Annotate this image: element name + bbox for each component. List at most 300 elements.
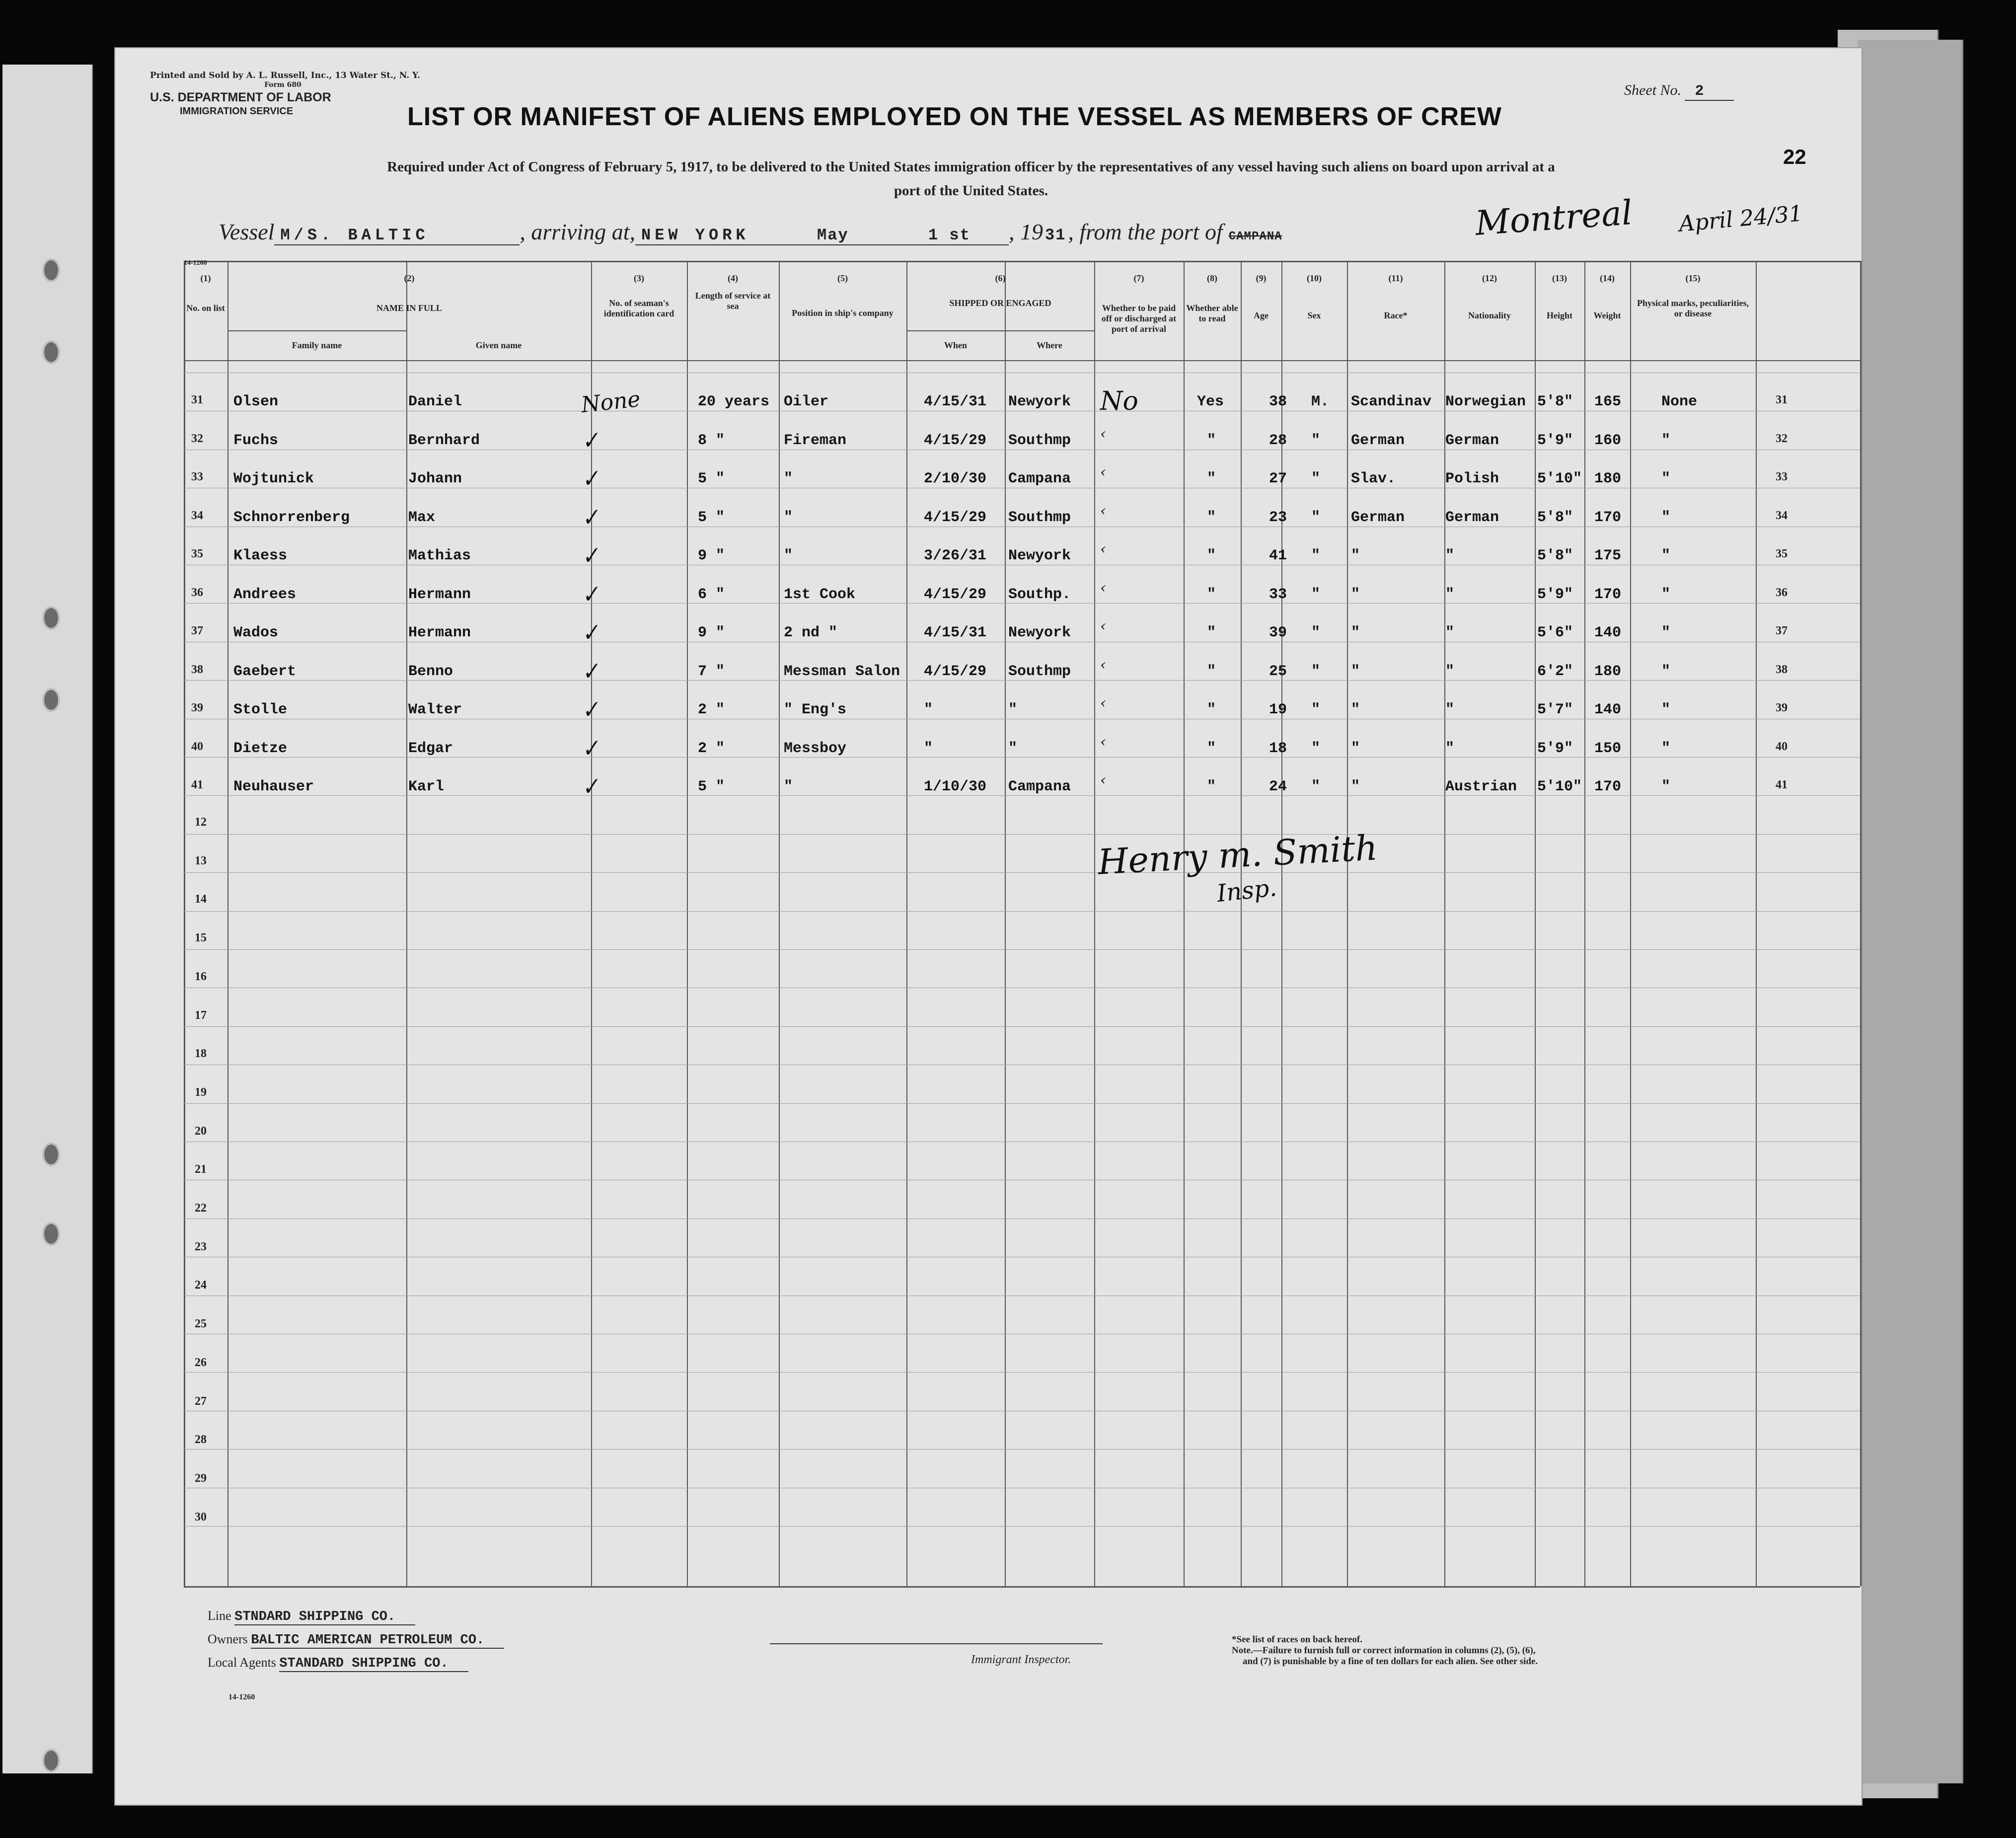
row-number-right: 36 — [1776, 586, 1788, 599]
given-name: Max — [408, 509, 436, 526]
col-height-label: Height — [1547, 310, 1572, 320]
shipped-where: " — [1008, 740, 1018, 757]
footnote-line-1: *See list of races on back hereof. — [1232, 1634, 1362, 1645]
where-subheader: Where — [1037, 340, 1062, 350]
family-name: Gaebert — [233, 663, 297, 680]
agents-value: STANDARD SHIPPING CO. — [279, 1656, 468, 1672]
shipped-where: Southp. — [1008, 586, 1071, 603]
year-label: , 19 — [1008, 219, 1043, 244]
weight: 150 — [1594, 740, 1622, 757]
column-divider — [1184, 261, 1185, 1586]
shipped-when: 4/15/31 — [924, 624, 987, 641]
given-name-subheader: Given name — [475, 340, 522, 350]
card-column-mark: ✓ — [579, 695, 602, 725]
vessel-label: Vessel — [219, 219, 275, 244]
column-divider — [906, 261, 907, 1586]
shipped-when: " — [924, 701, 933, 718]
empty-row-number: 20 — [195, 1124, 207, 1138]
card-column-mark: ✓ — [579, 541, 602, 571]
column-divider — [1281, 261, 1282, 1586]
owners-label: Owners — [208, 1632, 248, 1646]
sheet-number-value: 2 — [1685, 83, 1733, 101]
column-divider — [1005, 261, 1006, 1586]
col-able-read-number: (8) — [1207, 273, 1217, 283]
weight: 170 — [1594, 778, 1622, 795]
column-divider — [1860, 261, 1862, 1586]
row-rule — [184, 949, 1860, 950]
physical-marks: None — [1661, 393, 1698, 410]
weight: 140 — [1594, 624, 1622, 641]
family-name: Wojtunick — [233, 470, 314, 487]
able-to-read: " — [1207, 432, 1216, 449]
column-divider — [1584, 261, 1585, 1586]
manifest-table — [184, 261, 1860, 1586]
race: " — [1351, 547, 1360, 564]
footnote — [1232, 1634, 1679, 1667]
length-of-service: 2 " — [698, 701, 725, 718]
paid-off-mark: ‹ — [1100, 540, 1106, 558]
age: 41 — [1269, 547, 1287, 564]
grid-form-code: 14-1260 — [184, 259, 207, 267]
footer-line — [208, 1608, 415, 1624]
physical-marks: " — [1661, 432, 1671, 449]
able-to-read: " — [1207, 701, 1216, 718]
col-id-card-label: No. of seaman's identification card — [603, 298, 674, 318]
arrival-day: 1 st — [922, 226, 1009, 245]
given-name: Karl — [408, 778, 445, 795]
race: Scandinav — [1351, 393, 1432, 410]
grid-bottom-border — [184, 1586, 1860, 1588]
card-column-mark: ✓ — [579, 464, 602, 494]
card-column-mark: None — [580, 386, 642, 418]
paid-off-mark: No — [1100, 386, 1138, 416]
age: 27 — [1269, 470, 1287, 487]
family-name-subheader: Family name — [292, 340, 342, 350]
column-divider — [1347, 261, 1348, 1586]
col-length-service-number: (4) — [728, 273, 738, 283]
empty-row-number: 17 — [195, 1008, 207, 1022]
col-position-label: Position in ship's company — [792, 308, 894, 318]
sex: " — [1311, 547, 1321, 564]
row-number: 31 — [191, 393, 203, 406]
family-name: Neuhauser — [233, 778, 314, 795]
punch-hole — [42, 258, 60, 282]
height: 6'2" — [1537, 663, 1573, 680]
printer-line-2: Form 680 — [264, 81, 301, 89]
nationality: " — [1445, 586, 1455, 603]
col-nationality-number: (12) — [1482, 273, 1497, 283]
position: " — [784, 778, 793, 795]
row-number-right: 31 — [1776, 393, 1788, 406]
height: 5'9" — [1537, 586, 1573, 603]
col-name-label: NAME IN FULL — [376, 303, 442, 313]
length-of-service: 5 " — [698, 509, 725, 526]
shipped-when: 4/15/29 — [924, 586, 987, 603]
given-name: Hermann — [408, 624, 471, 641]
able-to-read: " — [1207, 740, 1216, 757]
vessel-line — [219, 219, 1364, 245]
age: 23 — [1269, 509, 1287, 526]
column-divider — [1094, 261, 1095, 1586]
page-number: 22 — [1783, 145, 1806, 168]
age: 18 — [1269, 740, 1287, 757]
agents-label: Local Agents — [208, 1655, 276, 1670]
row-number-right: 39 — [1776, 701, 1788, 714]
shipped-where: " — [1008, 701, 1018, 718]
row-rule — [184, 1372, 1860, 1373]
shipped-when: 2/10/30 — [924, 470, 987, 487]
height: 5'8" — [1537, 509, 1573, 526]
given-name: Edgar — [408, 740, 453, 757]
length-of-service: 7 " — [698, 663, 725, 680]
able-to-read: " — [1207, 509, 1216, 526]
department-block — [150, 90, 331, 118]
age: 33 — [1269, 586, 1287, 603]
family-name: Stolle — [233, 701, 288, 718]
family-name: Klaess — [233, 547, 288, 564]
physical-marks: " — [1661, 547, 1671, 564]
card-column-mark: ✓ — [579, 657, 602, 686]
from-port-label: , from the port of — [1068, 219, 1223, 244]
inspector-signature: Henry m. Smith — [1097, 827, 1379, 883]
col-age-label: Age — [1254, 310, 1269, 320]
col-weight-label: Weight — [1593, 310, 1621, 320]
given-name: Daniel — [408, 393, 462, 410]
weight: 140 — [1594, 701, 1622, 718]
sheet-number-label: Sheet No. — [1624, 82, 1681, 98]
shipped-where: Newyork — [1008, 393, 1071, 410]
column-divider — [1535, 261, 1536, 1586]
name-subheader-line — [227, 330, 406, 331]
empty-row-number: 21 — [195, 1163, 207, 1176]
card-column-mark: ✓ — [579, 426, 602, 455]
row-rule — [184, 834, 1860, 835]
physical-marks: " — [1661, 509, 1671, 526]
arrival-port: NEW YORK — [635, 226, 811, 245]
paid-off-mark: ‹ — [1100, 617, 1106, 635]
given-name: Hermann — [408, 586, 471, 603]
able-to-read: " — [1207, 624, 1216, 641]
given-name: Johann — [408, 470, 462, 487]
col-weight-number: (14) — [1600, 273, 1615, 283]
sex: " — [1311, 740, 1321, 757]
col-paid-off-label: Whether to be paid off or discharged at port of arrival — [1101, 303, 1177, 334]
column-divider — [1444, 261, 1445, 1586]
sex: " — [1311, 701, 1321, 718]
row-number-right: 41 — [1776, 778, 1788, 791]
family-name: Dietze — [233, 740, 288, 757]
col-sex-label: Sex — [1307, 310, 1321, 320]
nationality: German — [1445, 509, 1499, 526]
row-rule — [184, 1526, 1860, 1527]
shipped-where: Southmp — [1008, 663, 1071, 680]
race: " — [1351, 740, 1360, 757]
vessel-name: M/S. BALTIC — [274, 226, 520, 245]
nationality: Austrian — [1445, 778, 1517, 795]
paid-off-mark: ‹ — [1100, 771, 1106, 789]
family-name: Fuchs — [233, 432, 279, 449]
empty-row-number: 29 — [195, 1471, 207, 1485]
footnote-line-3: and (7) is punishable by a fine of ten dollars for each alien. See other side. — [1243, 1656, 1538, 1667]
empty-row-number: 27 — [195, 1394, 207, 1408]
length-of-service: 5 " — [698, 470, 725, 487]
sex: " — [1311, 778, 1321, 795]
owners-value: BALTIC AMERICAN PETROLEUM CO. — [251, 1633, 504, 1649]
nationality: Norwegian — [1445, 393, 1526, 410]
age: 19 — [1269, 701, 1287, 718]
height: 5'8" — [1537, 547, 1573, 564]
paid-off-mark: ‹ — [1100, 425, 1106, 443]
shipped-when: " — [924, 740, 933, 757]
arrival-month: May — [811, 226, 922, 245]
empty-row-number: 13 — [195, 854, 207, 867]
grid-top-border — [184, 261, 1860, 262]
background-page-stack — [1858, 40, 1963, 1783]
empty-row-number: 19 — [195, 1085, 207, 1099]
col-nationality-label: Nationality — [1468, 310, 1511, 320]
col-paid-off-number: (7) — [1133, 273, 1144, 283]
nationality: " — [1445, 624, 1455, 641]
race: " — [1351, 663, 1360, 680]
position: Messboy — [784, 740, 847, 757]
row-number-right: 35 — [1776, 547, 1788, 560]
shipped-where: Newyork — [1008, 624, 1071, 641]
empty-row-number: 12 — [195, 816, 207, 829]
punch-hole — [42, 1222, 60, 1246]
sex: " — [1311, 586, 1321, 603]
shipped-where: Southmp — [1008, 509, 1071, 526]
shipped-where: Campana — [1008, 778, 1071, 795]
empty-row-number: 28 — [195, 1433, 207, 1447]
able-to-read: " — [1207, 586, 1216, 603]
row-number: 32 — [191, 432, 203, 445]
sex: " — [1311, 624, 1321, 641]
col-physical-marks-label: Physical marks, peculiarities, or disease — [1637, 298, 1749, 318]
column-divider — [1756, 261, 1757, 1586]
weight: 160 — [1594, 432, 1622, 449]
card-column-mark: ✓ — [579, 734, 602, 763]
binder-strip — [2, 65, 93, 1773]
arriving-label: , arriving at, — [520, 219, 635, 244]
col-age-number: (9) — [1256, 273, 1267, 283]
row-number-right: 38 — [1776, 663, 1788, 676]
inspector-label: Immigrant Inspector. — [971, 1653, 1071, 1666]
subtitle — [228, 155, 1714, 203]
empty-row-number: 26 — [195, 1356, 207, 1369]
length-of-service: 9 " — [698, 547, 725, 564]
col-id-card-number: (3) — [634, 273, 644, 283]
race: " — [1351, 701, 1360, 718]
position: Fireman — [784, 432, 847, 449]
nationality: German — [1445, 432, 1499, 449]
row-number: 41 — [191, 778, 203, 791]
row-number: 35 — [191, 547, 203, 560]
nationality: " — [1445, 663, 1455, 680]
punch-hole — [42, 606, 60, 630]
physical-marks: " — [1661, 663, 1671, 680]
column-divider — [591, 261, 592, 1586]
col-no-on-list-label: No. on list — [186, 303, 225, 313]
col-race-number: (11) — [1388, 273, 1403, 283]
length-of-service: 8 " — [698, 432, 725, 449]
col-height-number: (13) — [1552, 273, 1567, 283]
row-number: 40 — [191, 740, 203, 753]
weight: 170 — [1594, 586, 1622, 603]
empty-row-number: 14 — [195, 893, 207, 906]
able-to-read: " — [1207, 663, 1216, 680]
column-divider — [184, 261, 185, 1586]
from-port-handwritten: Montreal — [1474, 193, 1634, 243]
able-to-read: " — [1207, 470, 1216, 487]
when-subheader: When — [944, 340, 967, 350]
weight: 175 — [1594, 547, 1622, 564]
shipped-where: Campana — [1008, 470, 1071, 487]
paid-off-mark: ‹ — [1100, 502, 1106, 520]
physical-marks: " — [1661, 586, 1671, 603]
weight: 170 — [1594, 509, 1622, 526]
sex: M. — [1311, 393, 1330, 410]
empty-row-number: 25 — [195, 1317, 207, 1331]
position: Oiler — [784, 393, 829, 410]
subtitle-line-2: port of the United States. — [894, 183, 1048, 199]
from-port-struck: CAMPANA — [1228, 230, 1282, 243]
paid-off-mark: ‹ — [1100, 694, 1106, 712]
column-divider — [779, 261, 780, 1586]
family-name: Olsen — [233, 393, 279, 410]
height: 5'10" — [1537, 470, 1582, 487]
given-name: Walter — [408, 701, 462, 718]
footnote-line-2: Note.—Failure to furnish full or correct information in columns (2), (5), (6), — [1232, 1645, 1536, 1656]
weight: 165 — [1594, 393, 1622, 410]
sex: " — [1311, 432, 1321, 449]
col-sex-number: (10) — [1307, 273, 1322, 283]
col-name-number: (2) — [404, 273, 415, 283]
row-rule — [184, 872, 1860, 873]
empty-row-number: 24 — [195, 1279, 207, 1292]
empty-row-number: 15 — [195, 931, 207, 945]
row-number-right: 33 — [1776, 470, 1788, 483]
row-number-right: 40 — [1776, 740, 1788, 753]
age: 25 — [1269, 663, 1287, 680]
race: German — [1351, 509, 1405, 526]
page-title: LIST OR MANIFEST OF ALIENS EMPLOYED ON THE VESSEL AS MEMBERS OF CREW — [407, 102, 1502, 131]
line-label: Line — [208, 1608, 231, 1623]
height: 5'7" — [1537, 701, 1573, 718]
department-name: U.S. DEPARTMENT OF LABOR — [150, 90, 331, 104]
footer-owners — [208, 1632, 504, 1648]
row-number-right: 34 — [1776, 509, 1788, 522]
row-rule — [184, 1103, 1860, 1104]
paid-off-mark: ‹ — [1100, 579, 1106, 597]
race: " — [1351, 778, 1360, 795]
col-physical-marks-number: (15) — [1685, 273, 1701, 283]
row-number: 34 — [191, 509, 203, 522]
footer-agents — [208, 1655, 468, 1671]
length-of-service: 20 years — [698, 393, 770, 410]
empty-row-number: 30 — [195, 1510, 207, 1524]
nationality: " — [1445, 740, 1455, 757]
shipped-when: 4/15/29 — [924, 432, 987, 449]
row-number: 37 — [191, 624, 203, 637]
column-divider — [1241, 261, 1242, 1586]
age: 38 — [1269, 393, 1287, 410]
height: 5'9" — [1537, 740, 1573, 757]
subtitle-line-1: Required under Act of Congress of February 5, 1917, to be delivered to the United States immigration officer by the representatives of any vessel having such aliens on board upon arrival at a — [387, 159, 1555, 175]
length-of-service: 6 " — [698, 586, 725, 603]
given-name: Mathias — [408, 547, 471, 564]
row-number: 38 — [191, 663, 203, 676]
footer-form-code: 14-1260 — [228, 1693, 255, 1701]
column-divider — [227, 261, 228, 1586]
row-number: 33 — [191, 470, 203, 483]
row-rule — [184, 795, 1860, 796]
race: German — [1351, 432, 1405, 449]
weight: 180 — [1594, 470, 1622, 487]
given-name: Benno — [408, 663, 453, 680]
punch-hole — [42, 1749, 60, 1772]
height: 5'8" — [1537, 393, 1573, 410]
printer-line-1: Printed and Sold by A. L. Russell, Inc., 13 Water St., N. Y. — [150, 71, 420, 80]
row-number-right: 37 — [1776, 624, 1788, 637]
height: 5'6" — [1537, 624, 1573, 641]
row-rule — [184, 1449, 1860, 1450]
sex: " — [1311, 509, 1321, 526]
age: 28 — [1269, 432, 1287, 449]
height: 5'10" — [1537, 778, 1582, 795]
able-to-read: Yes — [1197, 393, 1224, 410]
card-column-mark: ✓ — [579, 580, 602, 609]
column-divider — [406, 261, 407, 1586]
nationality: " — [1445, 701, 1455, 718]
row-rule — [184, 603, 1860, 604]
position: " Eng's — [784, 701, 847, 718]
family-name: Andrees — [233, 586, 297, 603]
shipped-subheader-line — [906, 330, 1094, 331]
family-name: Wados — [233, 624, 279, 641]
col-shipped-number: (6) — [995, 273, 1006, 283]
printer-imprint — [150, 70, 420, 88]
col-race-label: Race* — [1384, 310, 1408, 320]
paid-off-mark: ‹ — [1100, 463, 1106, 481]
header-bottom-border — [184, 360, 1860, 361]
race: " — [1351, 624, 1360, 641]
empty-row-number: 22 — [195, 1202, 207, 1215]
race: " — [1351, 586, 1360, 603]
arrival-year: 31 — [1045, 226, 1066, 244]
row-rule — [184, 680, 1860, 681]
family-name: Schnorrenberg — [233, 509, 350, 526]
shipped-where: Newyork — [1008, 547, 1071, 564]
sex: " — [1311, 663, 1321, 680]
column-divider — [687, 261, 688, 1586]
shipped-where: Southmp — [1008, 432, 1071, 449]
height: 5'9" — [1537, 432, 1573, 449]
row-rule — [184, 911, 1860, 912]
punch-hole — [42, 340, 60, 364]
row-rule — [184, 757, 1860, 758]
col-position-number: (5) — [837, 273, 848, 283]
shipped-when: 4/15/29 — [924, 663, 987, 680]
physical-marks: " — [1661, 624, 1671, 641]
handwritten-date: April 24/31 — [1678, 201, 1804, 237]
punch-hole — [42, 688, 60, 712]
paid-off-mark: ‹ — [1100, 656, 1106, 674]
position: 1st Cook — [784, 586, 856, 603]
inspector-title: Insp. — [1215, 873, 1278, 908]
row-rule — [184, 1026, 1860, 1027]
card-column-mark: ✓ — [579, 772, 602, 802]
paid-off-mark: ‹ — [1100, 733, 1106, 751]
